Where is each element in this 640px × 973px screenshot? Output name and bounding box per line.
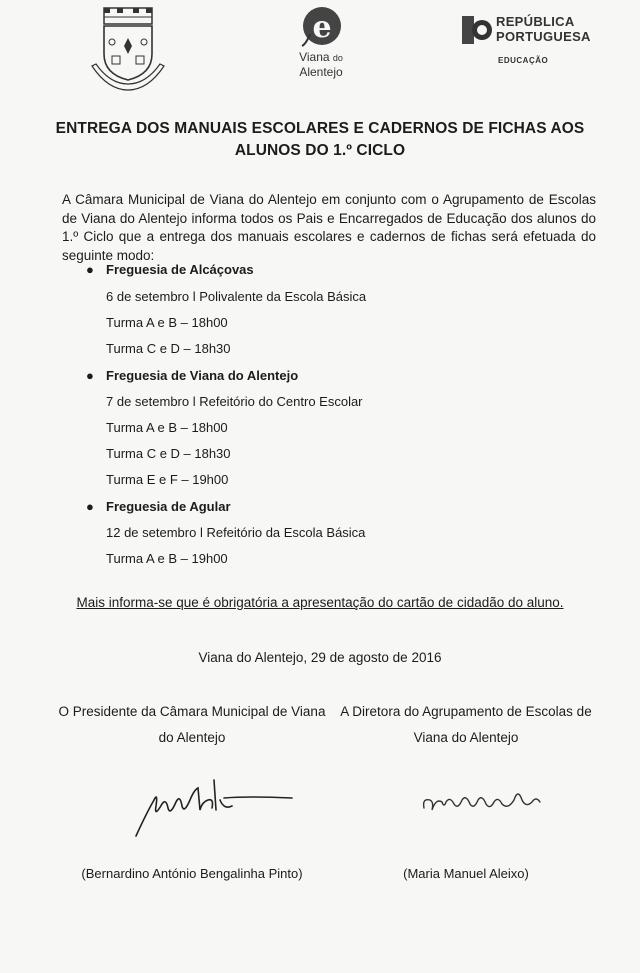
viana-logo-text: Viana do Alentejo (299, 50, 343, 79)
bullet-icon: ● (86, 368, 94, 383)
section-title: Freguesia de Alcáçovas (106, 262, 254, 277)
educacao-label: EDUCAÇÃO (498, 56, 549, 65)
notice-text: Mais informa-se que é obrigatória a apresentação do cartão de cidadão do aluno. (76, 595, 564, 610)
republica-portuguesa-text: REPÚBLICA PORTUGUESA (496, 14, 591, 44)
left-handwritten-signature (128, 770, 298, 840)
section-line: Turma C e D – 18h30 (106, 341, 231, 356)
bullet-icon: ● (86, 499, 94, 514)
left-signatory-name: (Bernardino António Bengalinha Pinto) (81, 866, 303, 881)
section-line: Turma A e B – 19h00 (106, 551, 228, 566)
document-date: Viana do Alentejo, 29 de agosto de 2016 (198, 650, 442, 665)
section-line: Turma E e F – 19h00 (106, 472, 229, 487)
right-handwritten-signature (418, 780, 548, 820)
svg-text:e: e (312, 10, 332, 45)
section-line: 7 de setembro l Refeitório do Centro Escolar (106, 394, 363, 409)
right-signatory-role: A Diretora do Agrupamento de Escolas de Viana do Alentejo (340, 704, 592, 745)
section-title: Freguesia de Viana do Alentejo (106, 368, 299, 383)
left-signatory-role: O Presidente da Câmara Municipal de Viana do Alentejo (58, 704, 326, 745)
section-line: 6 de setembro l Polivalente da Escola Básica (106, 289, 367, 304)
section-line: Turma A e B – 18h00 (106, 315, 228, 330)
section-title: Freguesia de Agular (106, 499, 231, 514)
bullet-icon: ● (86, 262, 94, 277)
section-line: 12 de setembro l Refeitório da Escola Básica (106, 525, 366, 540)
document-title: ENTREGA DOS MANUAIS ESCOLARES E CADERNOS DE FICHAS AOS ALUNOS DO 1.º CICLO (55, 120, 585, 159)
right-signatory-name: (Maria Manuel Aleixo) (403, 866, 529, 881)
intro-paragraph: A Câmara Municipal de Viana do Alentejo em conjunto com o Agrupamento de Escolas de Viana do Alentejo informa todos os Pais e Encarregados de Educação dos alunos do 1.º Ciclo que a entrega dos manuais escolares e cadernos de fichas será efetuada do seguinte modo: (62, 192, 596, 263)
municipal-crest-icon (88, 6, 168, 92)
section-line: Turma A e B – 18h00 (106, 420, 228, 435)
section-line: Turma C e D – 18h30 (106, 446, 231, 461)
